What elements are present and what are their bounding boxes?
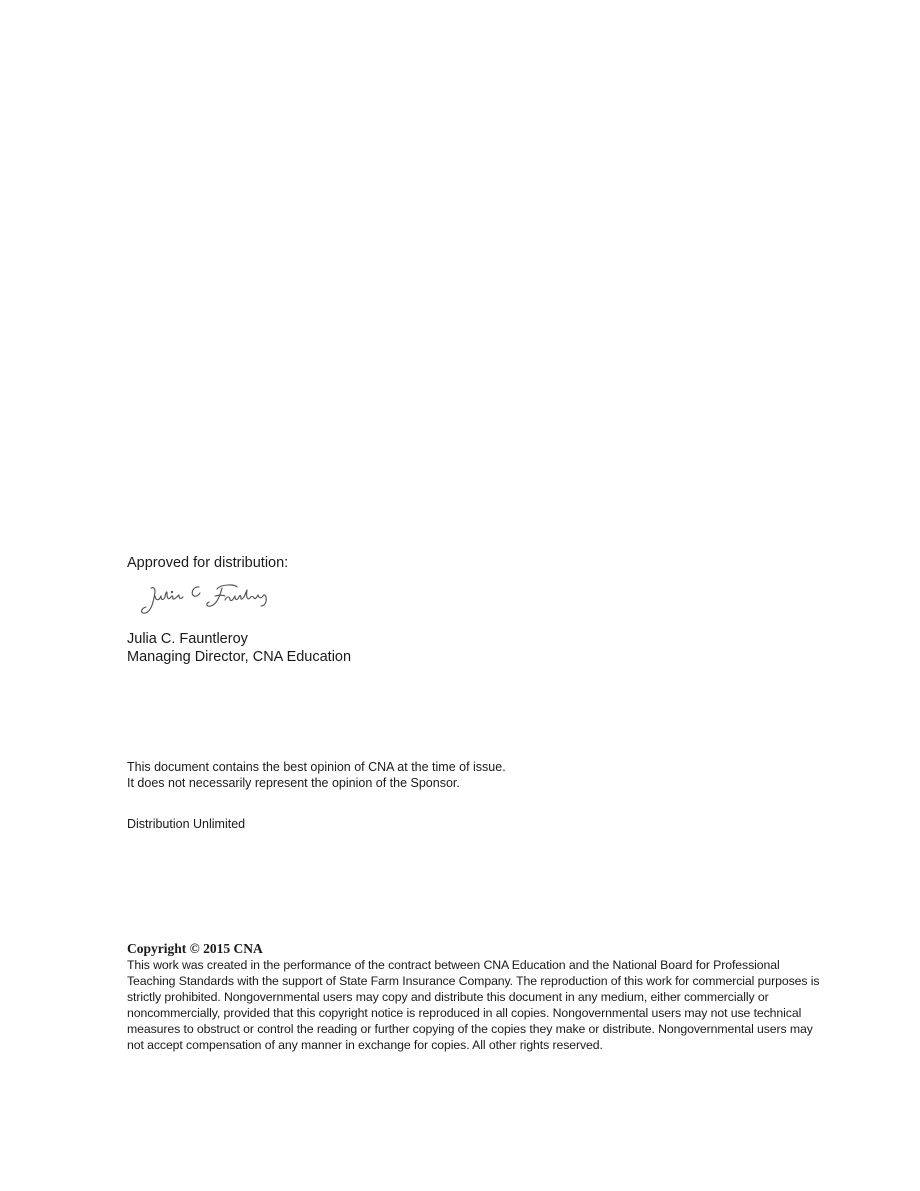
copyright-title: Copyright © 2015 CNA — [127, 941, 263, 956]
signer-info — [127, 630, 547, 666]
copyright-block — [127, 940, 827, 1053]
disclaimer-block — [127, 759, 727, 791]
approval-label: Approved for distribution: — [127, 555, 289, 571]
disclaimer-line-2: It does not necessarily represent the opinion of the Sponsor. — [127, 776, 460, 790]
disclaimer-line-1: This document contains the best opinion of CNA at the time of issue. — [127, 760, 506, 774]
distribution-statement: Distribution Unlimited — [127, 817, 246, 831]
approval-block — [127, 554, 547, 666]
copyright-text: This work was created in the performance of the contract between CNA Education and the National Board for Professional Teaching Standards with the support of State Farm Insurance Company. The reproduction of this work for commercial purposes is strictly prohibited. Nongovernmental users may copy and distribute this document in any medium, either commercially or noncommercially, provided that this copyright notice is reproduced in all copies. Nongovernmental users may not use technical measures to obstruct or control the reading or further copying of the copies they make or distribute. Nongovernmental users may not accept compensation of any manner in exchange for copies. All other rights reserved. — [127, 958, 820, 1052]
signature-image — [137, 580, 277, 620]
signer-name: Julia C. Fauntleroy — [127, 631, 248, 647]
signer-title: Managing Director, CNA Education — [127, 649, 352, 665]
